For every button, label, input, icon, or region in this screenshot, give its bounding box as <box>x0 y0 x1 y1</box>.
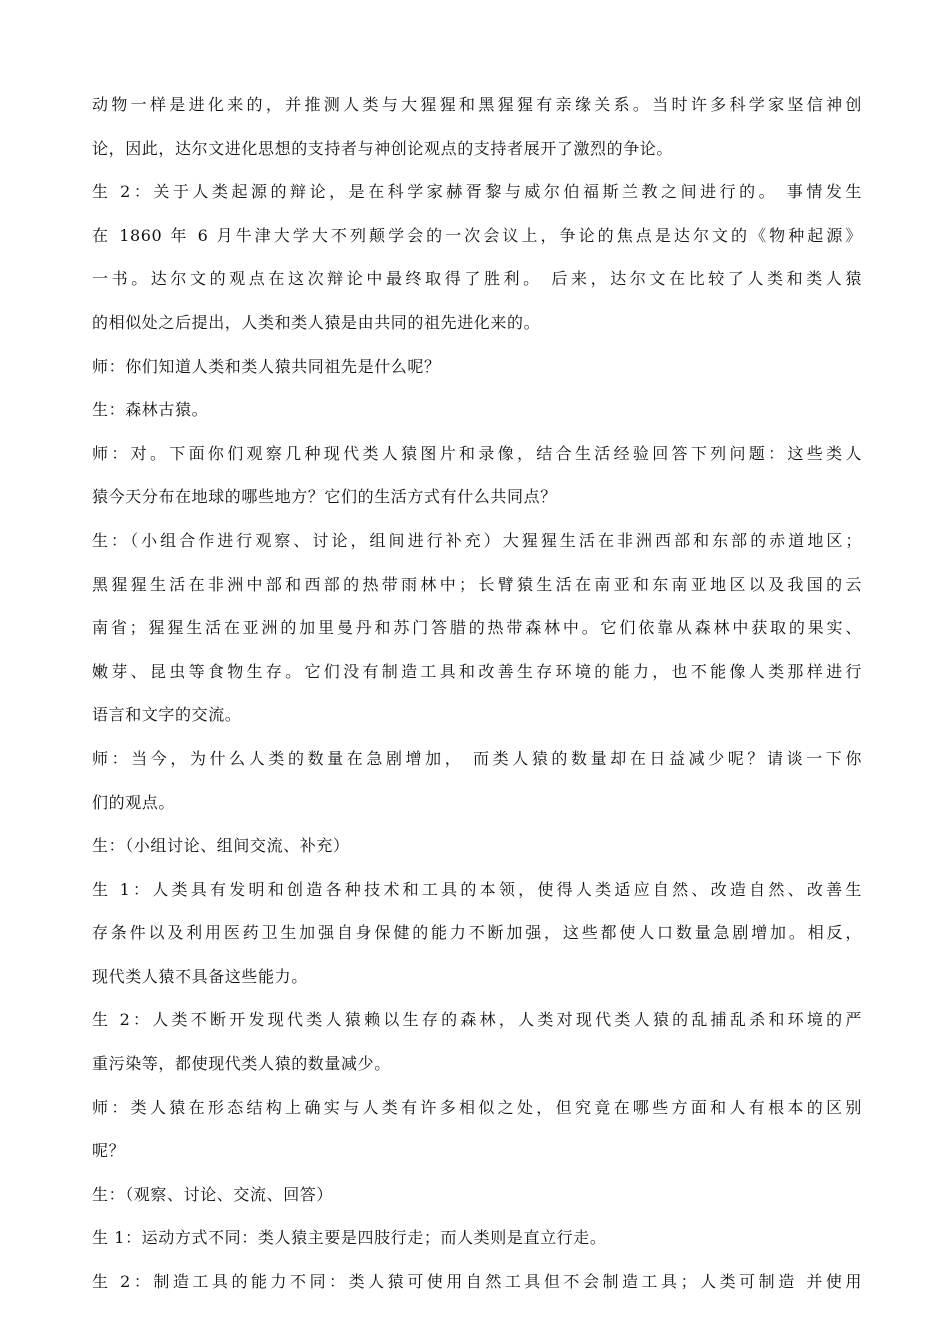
text-line: 动物一样是进化来的，并推测人类与大猩猩和黑猩猩有亲缘关系。当时许多科学家坚信神创 <box>92 95 862 114</box>
text-line: 生 1：人类具有发明和创造各种技术和工具的本领，使得人类适应自然、改造自然、改善生 <box>92 879 862 899</box>
text-line: 在 1860 年 6 月牛津大学大不列颠学会的一次会议上，争论的焦点是达尔文的《物种起源》 <box>92 225 862 245</box>
text-line: 生 2：人类不断开发现代类人猿赖以生存的森林，人类对现代类人猿的乱捕乱杀和环境的严 <box>92 1010 862 1030</box>
text-line: 生：（小组讨论、组间交流、补充） <box>92 836 350 856</box>
text-line: 生 1：运动方式不同：类人猿主要是四肢行走；而人类则是直立行走。 <box>92 1228 607 1248</box>
text-line: 生：（观察、讨论、交流、回答） <box>92 1184 334 1204</box>
text-line: 的相似处之后提出，人类和类人猿是由共同的祖先进化来的。 <box>92 312 541 332</box>
text-line: 生 2：关于人类起源的辩论，是在科学家赫胥黎与威尔伯福斯兰教之间进行的。 事情发生 <box>92 182 862 202</box>
text-line: 师：对。下面你们观察几种现代类人猿图片和录像，结合生活经验回答下列问题：这些类人 <box>92 443 862 463</box>
document-body <box>92 95 862 1316</box>
text-line: 语言和文字的交流。 <box>92 705 242 725</box>
text-line: 猿今天分布在地球的哪些地方？它们的生活方式有什么共同点？ <box>92 487 557 507</box>
text-line: 黑猩猩生活在非洲中部和西部的热带雨林中；长臂猿生活在南亚和东南亚地区以及我国的云 <box>92 574 862 594</box>
text-line: 呢？ <box>92 1141 126 1161</box>
text-line: 一书。达尔文的观点在这次辩论中最终取得了胜利。 后来，达尔文在比较了人类和类人猿 <box>92 269 862 289</box>
text-line: 师：当今，为什么人类的数量在急剧增加， 而类人猿的数量却在日益减少呢？请谈一下你 <box>92 748 862 768</box>
text-line: 们的观点。 <box>92 792 176 812</box>
text-line: 师：你们知道人类和类人猿共同祖先是什么呢？ <box>92 356 441 376</box>
text-line: 生：森林古猿。 <box>92 400 209 420</box>
text-line: 生 2：制造工具的能力不同：类人猿可使用自然工具但不会制造工具；人类可制造 并使用 <box>92 1272 862 1292</box>
text-line: 师：类人猿在形态结构上确实与人类有许多相似之处，但究竟在哪些方面和人有根本的区别 <box>92 1097 862 1117</box>
text-line: 现代类人猿不具备这些能力。 <box>92 966 308 986</box>
text-line: 重污染等，都使现代类人猿的数量减少。 <box>92 1054 391 1074</box>
text-line: 存条件以及利用医药卫生加强自身保健的能力不断加强，这些都使人口数量急剧增加。相反， <box>92 923 862 943</box>
text-line: 论，因此，达尔文进化思想的支持者与神创论观点的支持者展开了激烈的争论。 <box>92 138 674 158</box>
text-line: 南省；猩猩生活在亚洲的加里曼丹和苏门答腊的热带森林中。它们依靠从森林中获取的果实、 <box>92 618 862 638</box>
text-line: 生：（小组合作进行观察、讨论，组间进行补充）大猩猩生活在非洲西部和东部的赤道地区； <box>92 530 862 550</box>
text-line: 嫩芽、昆虫等食物生存。它们没有制造工具和改善生存环境的能力，也不能像人类那样进行 <box>92 661 862 681</box>
